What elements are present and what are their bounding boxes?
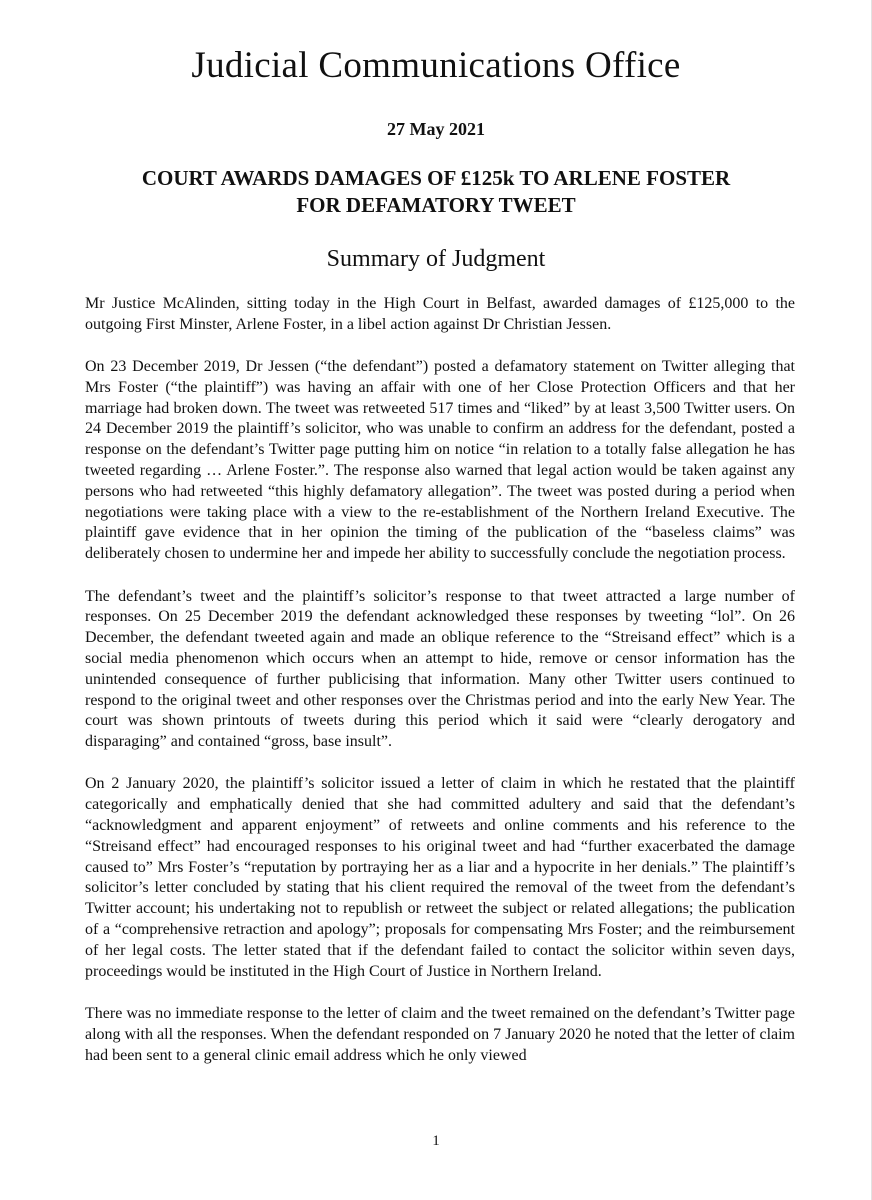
- release-date: 27 May 2021: [387, 119, 485, 139]
- paragraph-5: There was no immediate response to the letter of claim and the tweet remained on the defendant’s Twitter page along with all the responses. When the defendant responded on 7 January 2020 he noted that the letter of claim had been sent to a general clinic email address which he only viewed: [85, 1004, 795, 1064]
- headline: [60, 165, 812, 219]
- paragraph-2: On 23 December 2019, Dr Jessen (“the defendant”) posted a defamatory statement on Twitter alleging that Mrs Foster (“the plaintiff”) was having an affair with one of her Close Protection Officers and that her marriage had broken down. The tweet was retweeted 517 times and “liked” by at least 3,500 Twitter users. On 24 December 2019 the plaintiff’s solicitor, who was unable to confirm an address for the defendant, posted a response on the defendant’s Twitter page putting him on notice “in relation to a totally false allegation he has tweeted regarding … Arlene Foster.”. The response also warned that legal action would be taken against any persons who had retweeted “this highly defamatory allegation”. The tweet was posted during a period when negotiations were taking place with a view to the re-establishment of the Northern Ireland Executive. The plaintiff gave evidence that in her opinion the timing of the publication of the “baseless claims” was deliberately chosen to undermine her and impede her ability to successfully conclude the negotiation process.: [85, 358, 795, 563]
- summary-subheading: Summary of Judgment: [326, 246, 546, 272]
- paragraph-1: Mr Justice McAlinden, sitting today in the High Court in Belfast, awarded damages of £125,000 to the outgoing First Minster, Arlene Foster, in a libel action against Dr Christian Jessen.: [85, 295, 795, 333]
- page-number: 1: [432, 1133, 440, 1149]
- paragraph-4: On 2 January 2020, the plaintiff’s solicitor issued a letter of claim in which he restated that the plaintiff categorically and emphatically denied that she had committed adultery and said that the defendant’s “acknowledgment and apparent enjoyment” of retweets and online comments and his reference to the “Streisand effect” had encouraged responses to his original tweet and had “further exacerbated the damage caused to” Mrs Foster’s “reputation by portraying her as a liar and a hypocrite in her denials.” The plaintiff’s solicitor’s letter concluded by stating that his client required the removal of the tweet from the defendant’s Twitter account; his undertaking not to republish or retweet the subject or related allegations; the publication of a “comprehensive retraction and apology”; proposals for compensating Mrs Foster; and the reimbursement of her legal costs. The letter stated that if the defendant failed to contact the solicitor within seven days, proceedings would be instituted in the High Court of Justice in Northern Ireland.: [85, 775, 795, 980]
- headline-line-2: FOR DEFAMATORY TWEET: [296, 193, 576, 217]
- document-body: [85, 294, 795, 1088]
- office-title: Judicial Communications Office: [191, 45, 681, 86]
- headline-line-1: COURT AWARDS DAMAGES OF £125k TO ARLENE FOSTER: [141, 166, 731, 190]
- paragraph-3: The defendant’s tweet and the plaintiff’s solicitor’s response to that tweet attracted a large number of responses. On 25 December 2019 the defendant acknowledged these responses by tweeting “lol”. On 26 December, the defendant tweeted again and made an oblique reference to the “Streisand effect” which is a social media phenomenon which occurs when an attempt to hide, remove or censor information has the unintended consequence of further publicising that information. Many other Twitter users continued to respond to the original tweet and other responses over the Christmas period and into the early New Year. The court was shown printouts of tweets during this period which it said were “clearly derogatory and disparaging” and contained “gross, base insult”.: [85, 587, 795, 751]
